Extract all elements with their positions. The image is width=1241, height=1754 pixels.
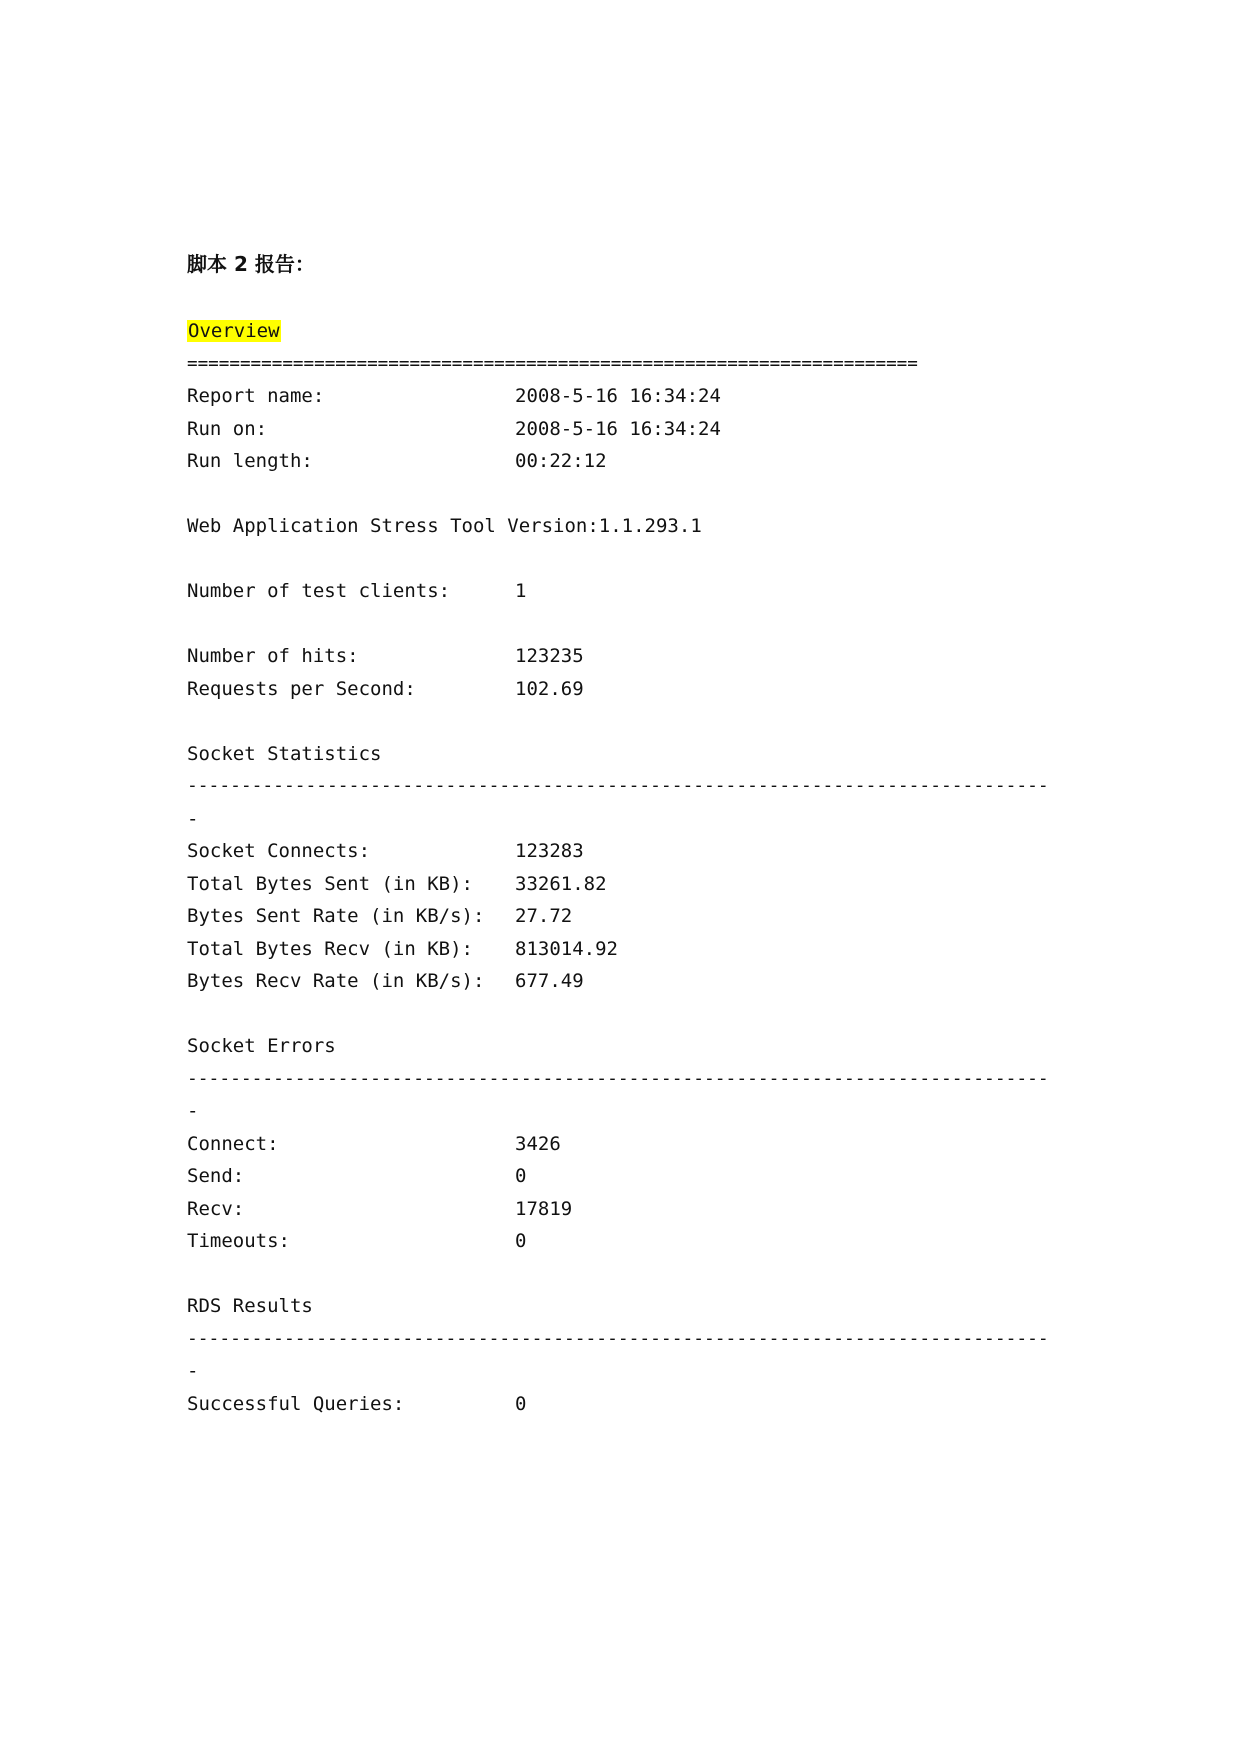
hits-value: 123235 bbox=[515, 645, 584, 667]
run-on-label: Run on: bbox=[187, 417, 268, 440]
test-clients-label: Number of test clients: bbox=[187, 580, 451, 602]
overview-title-line bbox=[187, 315, 1187, 348]
bytes-sent-value: 33261.82 bbox=[515, 872, 607, 895]
recv-errors-row bbox=[187, 1193, 1187, 1226]
version-line: Web Application Stress Tool Version:1.1.293.1 bbox=[187, 515, 702, 537]
socket-connects-row bbox=[187, 835, 1187, 868]
recv-errors-value: 17819 bbox=[515, 1197, 573, 1220]
report-heading: 脚本 2 报告： bbox=[187, 252, 315, 276]
recv-rate-value: 677.49 bbox=[515, 970, 584, 992]
run-on-row bbox=[187, 413, 1187, 446]
send-errors-value: 0 bbox=[515, 1165, 527, 1187]
bytes-recv-row bbox=[187, 933, 1187, 966]
sent-rate-label: Bytes Sent Rate (in KB/s): bbox=[187, 905, 485, 927]
rps-row bbox=[187, 673, 1187, 706]
recv-rate-row bbox=[187, 965, 1187, 998]
rds-results-title: RDS Results bbox=[187, 1295, 313, 1317]
rds-results-rule-tail: - bbox=[187, 1360, 199, 1382]
socket-connects-label: Socket Connects: bbox=[187, 840, 371, 862]
spacer bbox=[187, 1258, 1187, 1291]
bytes-recv-label: Total Bytes Recv (in KB): bbox=[187, 937, 473, 960]
recv-errors-label: Recv: bbox=[187, 1197, 245, 1220]
spacer bbox=[187, 608, 1187, 641]
rps-label: Requests per Second: bbox=[187, 677, 416, 700]
socket-errors-title: Socket Errors bbox=[187, 1035, 336, 1057]
socket-statistics-title: Socket Statistics bbox=[187, 742, 382, 765]
run-length-label: Run length: bbox=[187, 450, 313, 472]
hits-row bbox=[187, 640, 1187, 673]
rds-results-rule: -------------------------------------------------------------------------------- bbox=[187, 1327, 1049, 1349]
sent-rate-row bbox=[187, 900, 1187, 933]
overview-title: Overview bbox=[188, 320, 280, 342]
test-clients-value: 1 bbox=[515, 580, 527, 602]
successful-queries-row bbox=[187, 1388, 1187, 1421]
timeouts-label: Timeouts: bbox=[187, 1230, 290, 1252]
connect-errors-value: 3426 bbox=[515, 1132, 561, 1155]
spacer bbox=[187, 998, 1187, 1031]
bytes-sent-row bbox=[187, 868, 1187, 901]
socket-connects-value: 123283 bbox=[515, 840, 584, 862]
overview-rule: ===================================================================== bbox=[187, 353, 918, 374]
recv-rate-label: Bytes Recv Rate (in KB/s): bbox=[187, 970, 485, 992]
successful-queries-value: 0 bbox=[515, 1392, 527, 1415]
run-on-value: 2008-5-16 16:34:24 bbox=[515, 417, 721, 440]
socket-errors-rule-tail: - bbox=[187, 1100, 199, 1122]
timeouts-value: 0 bbox=[515, 1230, 527, 1252]
connect-errors-label: Connect: bbox=[187, 1132, 279, 1155]
timeouts-row bbox=[187, 1225, 1187, 1258]
test-clients-row bbox=[187, 575, 1187, 608]
run-length-row bbox=[187, 445, 1187, 478]
sent-rate-value: 27.72 bbox=[515, 905, 573, 927]
report-name-label: Report name: bbox=[187, 385, 325, 407]
send-errors-label: Send: bbox=[187, 1165, 245, 1187]
run-length-value: 00:22:12 bbox=[515, 450, 607, 472]
connect-errors-row bbox=[187, 1128, 1187, 1161]
bytes-sent-label: Total Bytes Sent (in KB): bbox=[187, 872, 473, 895]
successful-queries-label: Successful Queries: bbox=[187, 1392, 405, 1415]
send-errors-row bbox=[187, 1160, 1187, 1193]
rps-value: 102.69 bbox=[515, 677, 584, 700]
spacer bbox=[187, 705, 1187, 738]
socket-statistics-rule-tail: - bbox=[187, 807, 199, 830]
spacer bbox=[187, 543, 1187, 576]
report-name-row bbox=[187, 380, 1187, 413]
hits-label: Number of hits: bbox=[187, 645, 359, 667]
spacer bbox=[187, 478, 1187, 511]
report-body bbox=[187, 315, 1187, 1420]
socket-statistics-rule: -------------------------------------------------------------------------------- bbox=[187, 775, 1049, 796]
bytes-recv-value: 813014.92 bbox=[515, 937, 618, 960]
report-name-value: 2008-5-16 16:34:24 bbox=[515, 385, 721, 407]
socket-errors-rule: -------------------------------------------------------------------------------- bbox=[187, 1067, 1049, 1089]
